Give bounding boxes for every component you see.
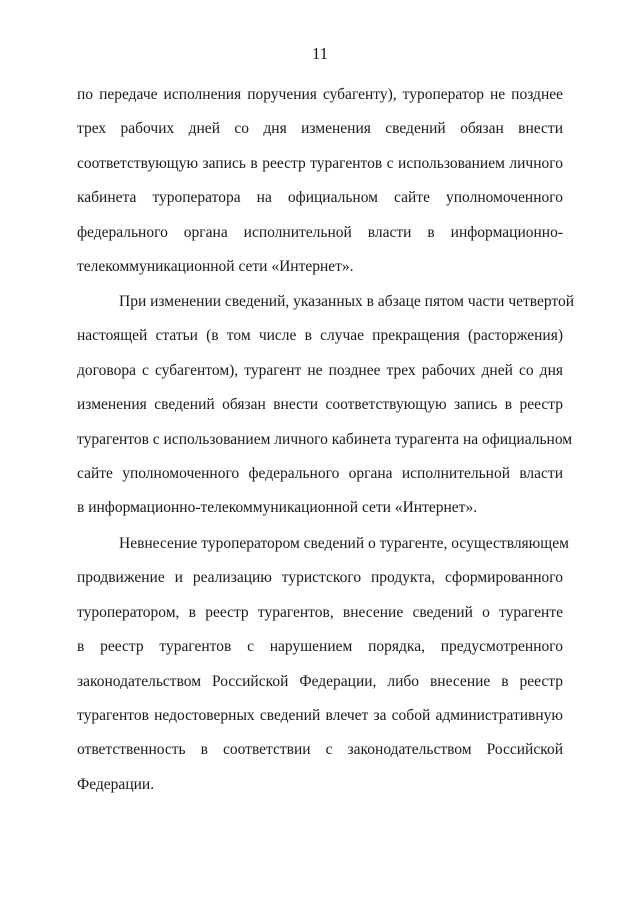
text-line: в реестр турагентов с нарушением порядка, предусмотренного	[77, 638, 563, 656]
paragraph-1	[77, 78, 563, 284]
text-line: законодательством Российской Федерации, либо внесение в реестр	[77, 672, 563, 690]
text-line: туроператором, в реестр турагентов, внесение сведений о турагенте	[77, 603, 563, 621]
text-line: трех рабочих дней со дня изменения сведений обязан внести	[77, 120, 563, 138]
text-line: турагентов недостоверных сведений влечет за собой административную	[77, 706, 563, 724]
text-line: При изменении сведений, указанных в абзаце пятом части четвертой	[119, 293, 575, 310]
text-line: по передаче исполнения поручения субагенту), туроператор не позднее	[77, 86, 563, 103]
text-line: Федерации.	[77, 775, 155, 793]
text-line: продвижение и реализацию туристского продукта, сформированного	[77, 569, 563, 587]
text-line: договора с субагентом), турагент не позднее трех рабочих дней со дня	[77, 361, 563, 379]
paragraph-2	[77, 285, 575, 526]
paragraph-3	[77, 527, 569, 802]
text-line: сайте уполномоченного федерального органа исполнительной власти	[77, 464, 563, 482]
text-line: Невнесение туроператором сведений о турагенте, осуществляющем	[119, 535, 569, 552]
text-line: федерального органа исполнительной власти в информационно-	[77, 223, 563, 241]
page-number: 11	[311, 44, 329, 63]
text-line: соответствующую запись в реестр турагентов с использованием личного	[77, 154, 563, 172]
text-line: кабинета туроператора на официальном сайте уполномоченного	[77, 189, 563, 207]
text-line: ответственность в соответствии с законодательством Российской	[77, 741, 563, 759]
text-line: в информационно-телекоммуникационной сети «Интернет».	[77, 499, 478, 517]
text-line: изменения сведений обязан внести соответствующую запись в реестр	[77, 396, 563, 414]
text-line: настоящей статьи (в том числе в случае прекращения (расторжения)	[77, 327, 563, 345]
text-line: турагентов с использованием личного кабинета турагента на официальном	[77, 430, 573, 448]
text-line: телекоммуникационной сети «Интернет».	[77, 257, 354, 275]
